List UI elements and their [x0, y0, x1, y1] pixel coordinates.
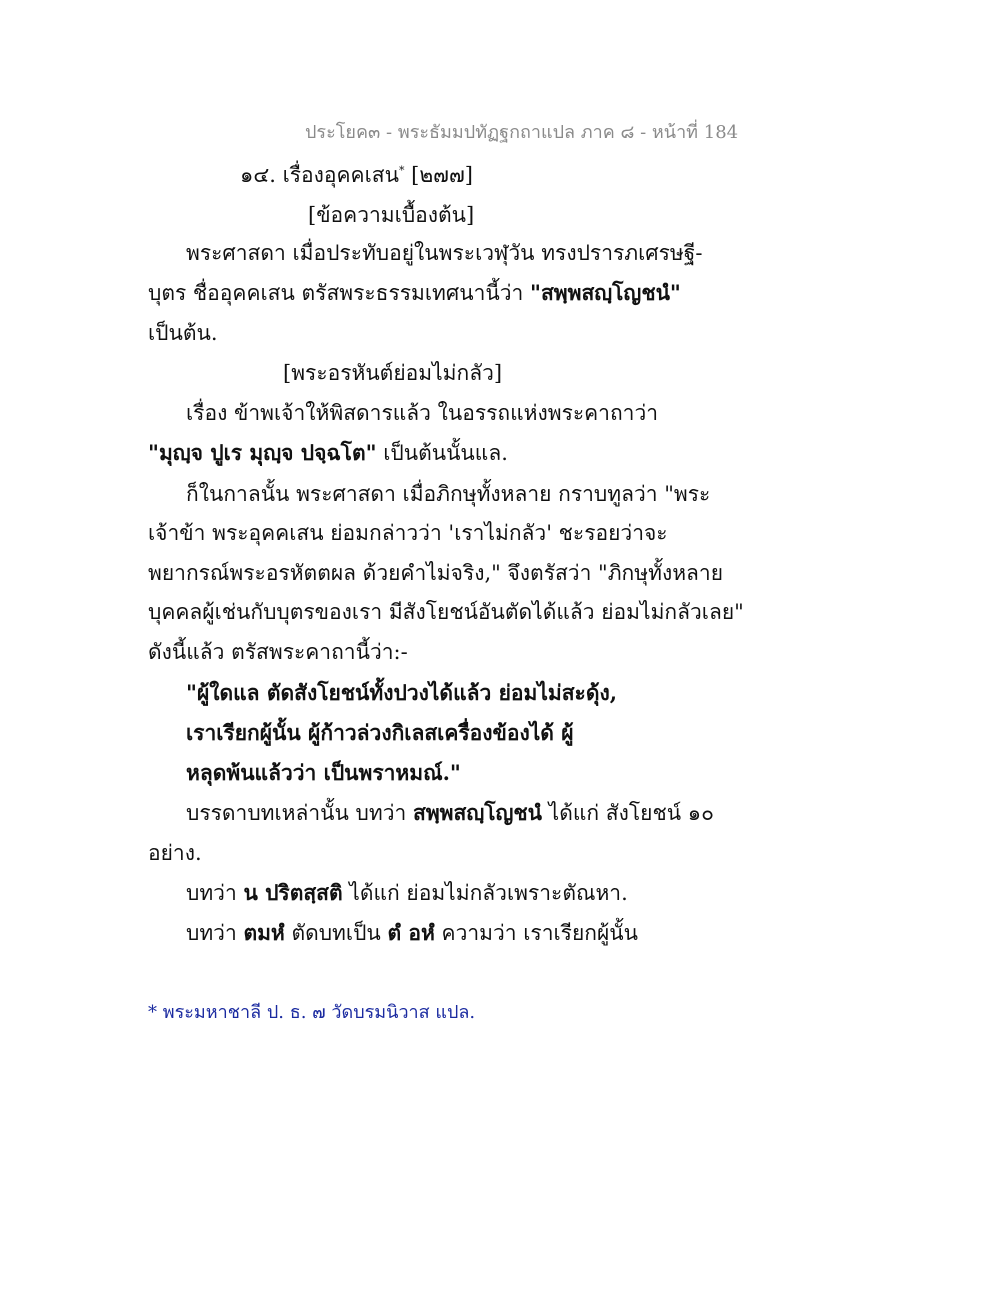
- pali-term: สพฺพสญฺโญชนํ: [413, 800, 542, 825]
- pali-term: "มุญฺจ ปูเร มุญฺจ ปจฺฉโต": [148, 440, 377, 465]
- pali-term: ตมหํ: [243, 920, 285, 945]
- verse-line2: เราเรียกผู้นั้น ผู้ก้าวล่วงกิเลสเครื่องข้องได้ ผู้: [186, 720, 574, 745]
- story-title-text: ๑๔. เรื่องอุคคเสน: [240, 163, 399, 187]
- para3-line5: ดังนี้แล้ว ตรัสพระคาถานี้ว่า:-: [148, 640, 408, 664]
- para6-text-start: บทว่า: [186, 921, 244, 945]
- pali-term: "สพฺพสญฺโญชนํ": [530, 280, 681, 305]
- para5-text-start: บทว่า: [186, 881, 244, 905]
- page-header: ประโยค๓ - พระธัมมปทัฏฐกถาแปล ภาค ๘ - หน้าที่ 184: [305, 122, 739, 143]
- para6-line: [186, 918, 638, 948]
- para2-line2-text: เป็นต้นนั้นแล.: [376, 441, 508, 465]
- footnote: * พระมหาชาลี ป. ธ. ๗ วัดบรมนิวาส แปล.: [148, 1002, 476, 1023]
- para4-line1: [186, 798, 714, 828]
- para2-line1: เรื่อง ข้าพเจ้าให้พิสดารแล้ว ในอรรถแห่งพระคาถาว่า: [186, 401, 659, 425]
- para6-text-end: ความว่า เราเรียกผู้นั้น: [434, 921, 638, 945]
- pali-term: ตํ อหํ: [387, 920, 435, 945]
- para5-text-end: ได้แก่ ย่อมไม่กลัวเพราะตัณหา.: [342, 881, 628, 905]
- story-title-ref: [๒๗๗]: [404, 163, 473, 187]
- verse-line1: "ผู้ใดแล ตัดสังโยชน์ทั้งปวงได้แล้ว ย่อมไม่สะดุ้ง,: [186, 680, 618, 705]
- para1-line3: เป็นต้น.: [148, 321, 218, 345]
- para3-line1: ก็ในกาลนั้น พระศาสดา เมื่อภิกษุทั้งหลาย กราบทูลว่า "พระ: [186, 482, 711, 506]
- para3-line2: เจ้าข้า พระอุคคเสน ย่อมกล่าวว่า 'เราไม่กลัว' ชะรอยว่าจะ: [148, 521, 668, 545]
- para1-line1: พระศาสดา เมื่อประทับอยู่ในพระเวฬุวัน ทรงปรารภเศรษฐี-: [186, 241, 703, 265]
- para1-line2: [148, 278, 681, 308]
- arahant-heading: [พระอรหันต์ย่อมไม่กลัว]: [283, 361, 503, 385]
- para3-line4: บุคคลผู้เช่นกับบุตรของเรา มีสังโยชน์อันตัดได้แล้ว ย่อมไม่กลัวเลย": [148, 600, 744, 624]
- pali-term: น ปริตสฺสติ: [243, 880, 343, 905]
- para4-text-end: ได้แก่ สังโยชน์ ๑๐: [542, 801, 714, 825]
- para4-line2: อย่าง.: [148, 841, 202, 865]
- para5-line: [186, 878, 628, 908]
- para2-line2: [148, 438, 508, 468]
- verse-line3: หลุดพ้นแล้วว่า เป็นพราหมณ์.": [186, 760, 461, 785]
- story-title: [240, 160, 473, 190]
- para6-text-mid: ตัดบทเป็น: [284, 921, 388, 945]
- opening-heading: [ข้อความเบื้องต้น]: [308, 203, 475, 227]
- para1-line2-text: บุตร ชื่ออุคคเสน ตรัสพระธรรมเทศนานี้ว่า: [148, 281, 530, 305]
- para4-text-start: บรรดาบทเหล่านั้น บทว่า: [186, 801, 413, 825]
- para3-line3: พยากรณ์พระอรหัตตผล ด้วยคำไม่จริง," จึงตรัสว่า "ภิกษุทั้งหลาย: [148, 561, 724, 585]
- footnote-marker: *: [398, 164, 405, 177]
